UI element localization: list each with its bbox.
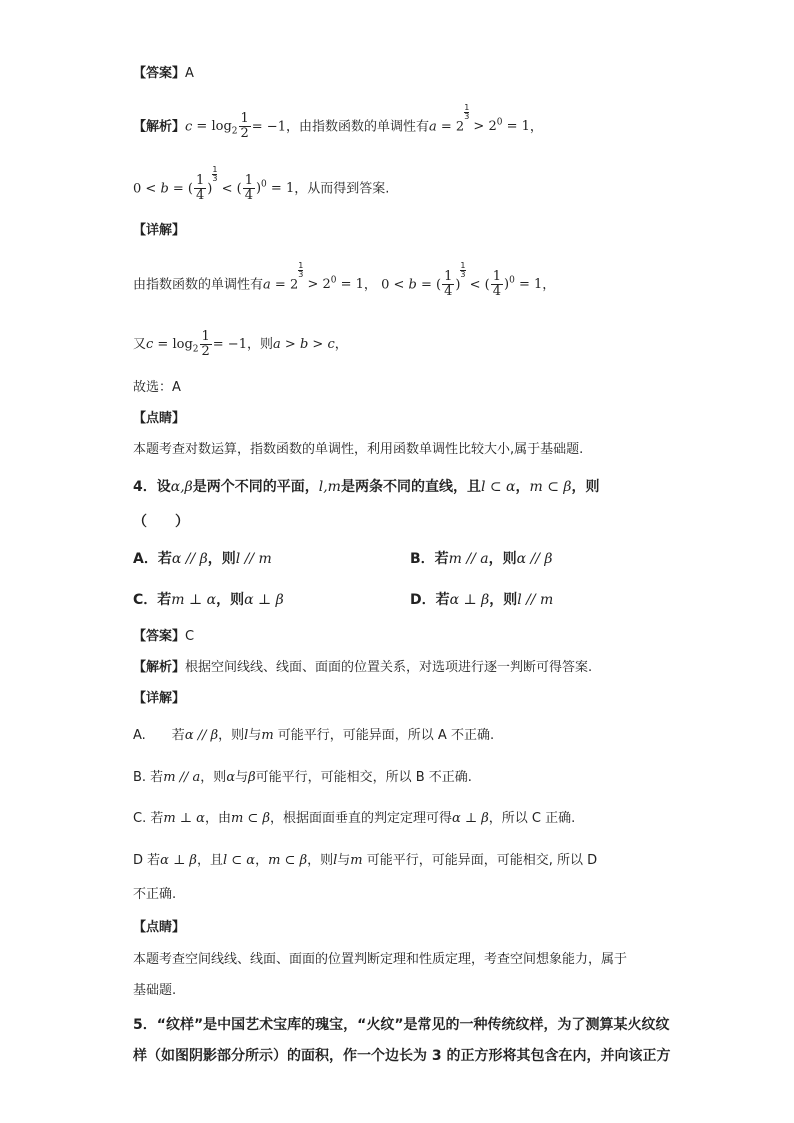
- q5-line-2: 样（如图阴影部分所示）的面积，作一个边长为 3 的正方形将其包含在内，并向该正方: [133, 1048, 671, 1064]
- q4-detail-tag: 【详解】: [133, 691, 186, 706]
- q4-option-c[interactable]: C．若m ⊥ α，则α ⊥ β: [133, 592, 284, 608]
- q3-comment: 本题考查对数运算，指数函数的单调性，利用函数单调性比较大小,属于基础题.: [133, 442, 584, 457]
- q4-detail-a: A. 若α // β，则l与m 可能平行，可能异面，所以 A 不正确.: [133, 728, 495, 743]
- fraction-half: $\frac{1}{2}$: [240, 111, 249, 142]
- q4-comment-2: 基础题.: [133, 983, 177, 998]
- q4-option-b[interactable]: B．若m // a，则α // β: [410, 551, 553, 567]
- q4-analysis-line: 【解析】根据空间线线、线面、面面的位置关系，对选项进行逐一判断可得答案.: [133, 660, 593, 675]
- q4-detail-b: B. 若m // a，则α与β可能平行，可能相交，所以 B 不正确.: [133, 770, 472, 785]
- q4-comment-tag: 【点睛】: [133, 920, 186, 935]
- q4-paren: （ ）: [133, 514, 189, 530]
- q3-detail-line-1: 由指数函数的单调性有a = 2 $\frac{1}{3}$ > $2^0 = 1$， 0 < b = ( $\frac{1}{4}$ ) $\frac{1}{3}$ < ( $\frac{1}{4}$ )$^0$ = 1，: [133, 261, 556, 300]
- answer-value: A: [185, 66, 194, 81]
- q4-comment-1: 本题考查空间线线、线面、面面的位置判断定理和性质定理，考查空间想象能力，属于: [133, 952, 628, 967]
- q3-answer-line: [133, 64, 194, 84]
- q3-detail-line-2: 又$c = \log_2$ $\frac{1}{2}$ = −1，则a > b > c，: [133, 329, 348, 359]
- q5-line-1: 5．“纹样”是中国艺术宝库的瑰宝，“火纹”是常见的一种传统纹样，为了测算某火纹纹: [133, 1017, 670, 1033]
- answer-tag: 【答案】: [133, 66, 186, 81]
- q3-comment-tag: 【点睛】: [133, 411, 186, 426]
- q4-detail-d-cont: 不正确.: [133, 887, 177, 902]
- analysis-tag: 【解析】: [133, 119, 186, 135]
- formula-c: c: [185, 119, 193, 135]
- q4-detail-c: C. 若m ⊥ α，由m ⊂ β，根据面面垂直的判定定理可得α ⊥ β，所以 C 正确.: [133, 811, 576, 826]
- q4-answer-line: 【答案】C: [133, 629, 195, 644]
- q3-analysis-line-1: 【解析】$c = \log_2$ $\frac{1}{2}$ = −1，由指数函数的单调性有a = 2 $\frac{1}{3}$ > $2^0 = 1$，: [133, 103, 543, 142]
- q4-stem: 4．设α,β是两个不同的平面，l,m是两条不同的直线，且l ⊂ α，m ⊂ β，则: [133, 479, 600, 495]
- q4-detail-d: D 若α ⊥ β，且l ⊂ α，m ⊂ β，则l与m 可能平行，可能异面，可能相交, 所以 D: [133, 853, 598, 868]
- q3-analysis-line-2: 0 < b = ( $\frac{1}{4}$ ) $\frac{1}{3}$ < ( $\frac{1}{4}$ )$^0$ = 1，从而得到答案.: [133, 165, 390, 204]
- q3-choose: 故选：A: [133, 380, 181, 395]
- q3-detail-tag: 【详解】: [133, 223, 186, 238]
- q4-option-d[interactable]: D．若α ⊥ β，则l // m: [410, 592, 554, 608]
- q4-option-a[interactable]: A．若α // β，则l // m: [133, 551, 272, 567]
